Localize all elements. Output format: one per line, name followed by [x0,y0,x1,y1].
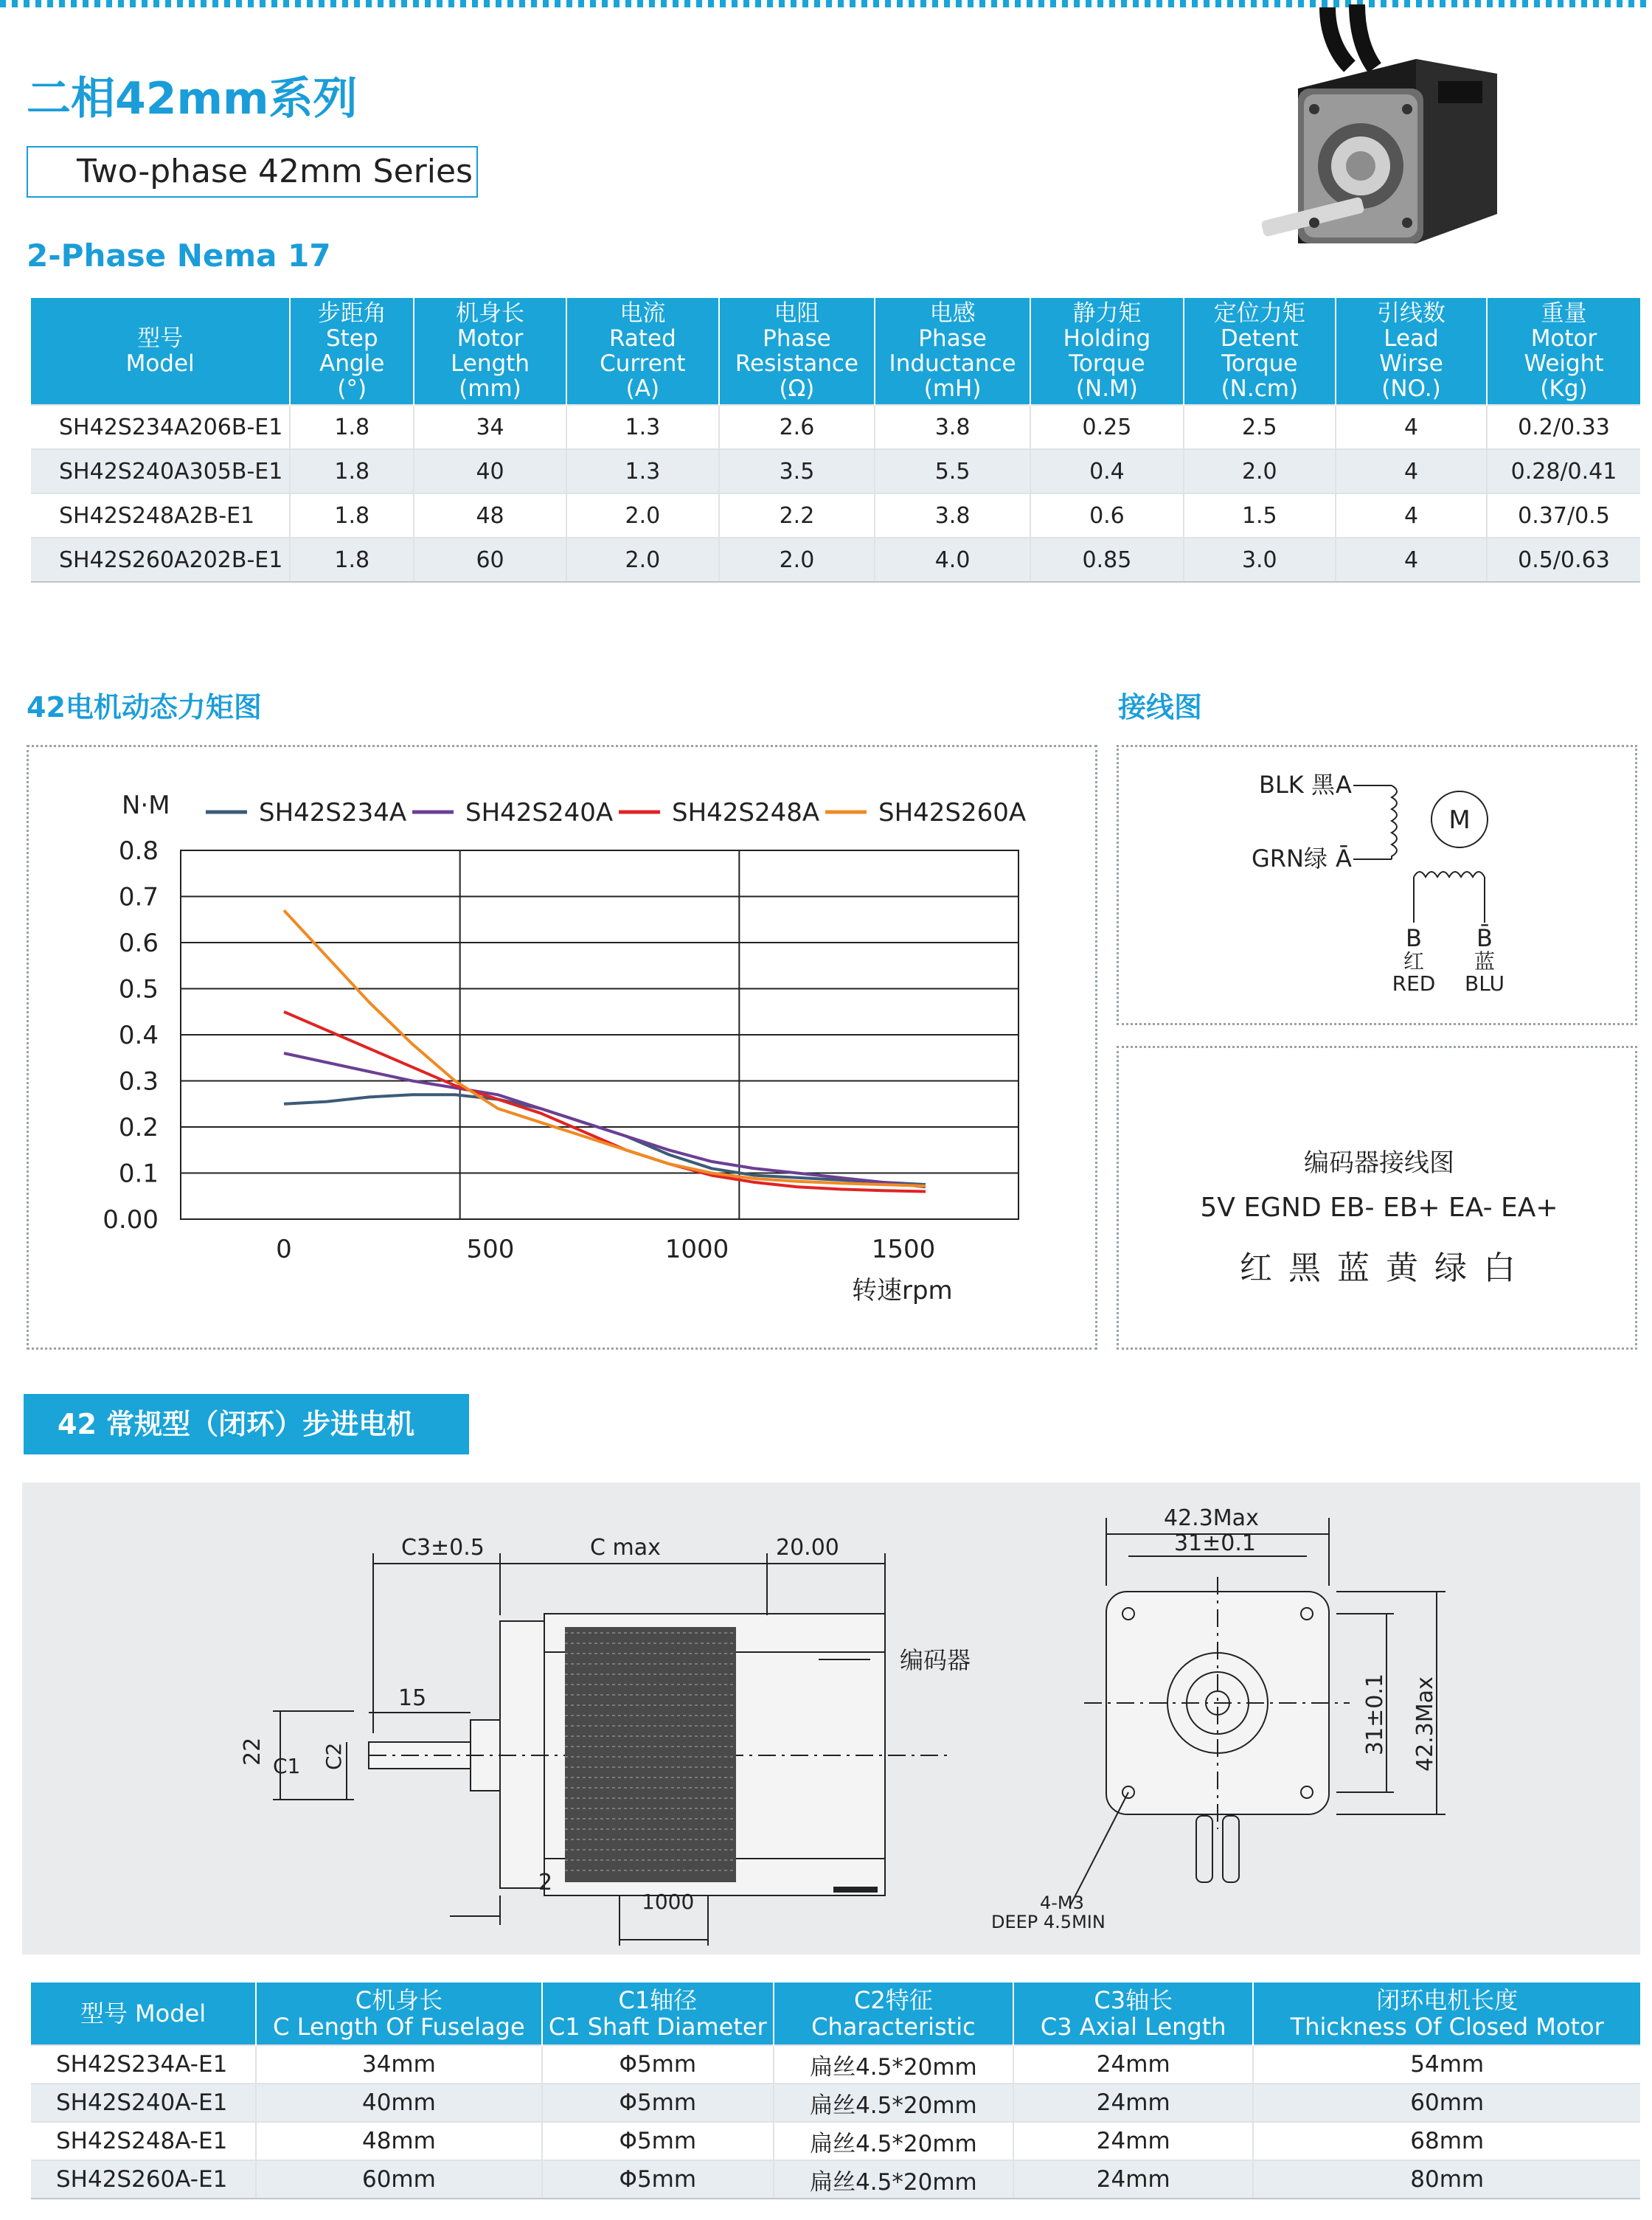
x-tick-label: 1500 [871,1235,936,1264]
series-line-SH42S240A [284,1053,926,1187]
column-header: C2特征 Characteristic [774,1983,1013,2045]
table-cell: 0.5/0.63 [1487,538,1640,582]
table-cell: 1.8 [290,538,414,582]
y-tick-label: 0.7 [118,882,159,912]
table-cell: 60 [414,538,566,582]
y-tick-label: 0.2 [118,1113,159,1142]
table-cell: 3.8 [875,493,1030,538]
table-cell: Φ5mm [542,2160,774,2199]
torque-chart-title: 42电机动态力矩图 [27,691,262,724]
table-cell: 4 [1336,493,1487,538]
table-cell: 0.25 [1030,405,1183,449]
table-cell: 24mm [1013,2160,1253,2199]
table-cell: 1.5 [1184,493,1336,538]
table-cell: 2.6 [719,405,875,449]
table-cell: 0.4 [1030,449,1183,493]
table-cell: 34 [414,405,566,449]
table-cell: 4 [1336,538,1487,582]
torque-chart [29,747,1095,1347]
table-row [31,493,1640,538]
table-cell: 24mm [1013,2084,1253,2122]
table-cell: 0.85 [1030,538,1183,582]
encoder-wiring-panel [1117,1046,1637,1350]
cell-model: SH42S248A2B-E1 [31,493,290,538]
table-row [31,538,1640,582]
legend-label: SH42S248A [672,798,820,828]
page-title: 二相42mm系列 [27,73,358,125]
table-cell: 54mm [1253,2045,1640,2084]
wiring-diagram [1119,747,1635,1023]
x-tick-label: 500 [466,1235,515,1264]
table-cell: 0.37/0.5 [1487,493,1640,538]
cell-model: SH42S240A-E1 [31,2084,256,2122]
cell-model: SH42S234A-E1 [31,2045,256,2084]
dim-c3-label: C3±0.5 [401,1535,485,1561]
table-cell: 扁丝4.5*20mm [774,2160,1013,2199]
column-header: 重量 Motor Weight (Kg) [1487,298,1640,405]
table-row [31,2045,1640,2084]
column-header: 步距角 Step Angle (°) [290,298,414,405]
table-cell: 24mm [1013,2122,1253,2160]
y-tick-label: 0.8 [118,836,159,866]
table-cell: 3.8 [875,405,1030,449]
column-header: 型号 Model [31,298,290,405]
table-cell: 68mm [1253,2122,1640,2160]
dim-c2-label: C2 [322,1742,346,1770]
legend-label: SH42S260A [878,798,1027,828]
dimension-drawing-svg [22,1482,1640,1954]
torque-chart-panel [27,745,1097,1350]
dim-20-label: 20.00 [776,1535,839,1561]
column-header: 电阻 Phase Resistance (Ω) [719,298,875,405]
table-row [31,2160,1640,2199]
table-cell: 2.0 [719,538,875,582]
y-tick-label: 0.3 [118,1066,159,1097]
table-cell: 5.5 [875,449,1030,493]
table-cell: 48 [414,493,566,538]
motor-winding-pattern [565,1627,736,1882]
subtitle-box: Two-phase 42mm Series [27,146,478,198]
dim-42-3-vertical-label: 42.3Max [1412,1676,1438,1772]
table-cell: 60mm [256,2160,542,2199]
column-header: C机身长 C Length Of Fuselage [256,1983,542,2045]
encoder-wiring-title: 编码器接线图 [1304,1148,1454,1178]
table-cell: 80mm [1253,2160,1640,2199]
coil-a-icon [1392,785,1397,859]
wire-grn-label: GRN绿 [1252,844,1328,873]
column-header: 电流 Rated Current (A) [566,298,719,405]
column-header: 定位力矩 Detent Torque (N.cm) [1184,298,1336,405]
table-cell: 2.0 [566,493,719,538]
cell-model: SH42S248A-E1 [31,2122,256,2160]
x-tick-label: 1000 [664,1235,729,1264]
table-cell: 扁丝4.5*20mm [774,2045,1013,2084]
table-cell: Φ5mm [542,2122,774,2160]
table-cell: 1.8 [290,449,414,493]
table-cell: 4 [1336,449,1487,493]
series-line-SH42S248A [284,1012,926,1192]
column-header: 电感 Phase Inductance (mH) [875,298,1030,405]
dim-2-label: 2 [538,1870,553,1895]
legend-label: SH42S240A [465,798,614,828]
x-tick-label: 0 [276,1235,292,1264]
table-row [31,405,1640,449]
column-header: 静力矩 Holding Torque (N.M) [1030,298,1183,405]
spec-table [31,298,1640,583]
spec-table-header [31,298,1640,405]
wire-blk-label: BLK 黑 [1259,771,1335,799]
closed-loop-title-bar: 42 常规型（闭环）步进电机 [24,1394,469,1454]
table-cell: 扁丝4.5*20mm [774,2084,1013,2122]
table-cell: 3.0 [1184,538,1336,582]
wire-b-blu-en: BLU [1465,971,1504,996]
table-cell: 2.5 [1184,405,1336,449]
cell-model: SH42S260A202B-E1 [31,538,290,582]
motor-product-image [1217,0,1512,280]
dim-cmax-label: C max [590,1535,661,1561]
table-cell: 1.8 [290,493,414,538]
column-header: 型号 Model [31,1983,256,2045]
column-header: C3轴长 C3 Axial Length [1013,1983,1253,2045]
table-cell: 0.6 [1030,493,1183,538]
table-cell: Φ5mm [542,2045,774,2084]
series-line-SH42S260A [284,910,926,1186]
dim-c1-label: C1 [273,1754,301,1778]
y-tick-label: 0.00 [103,1205,159,1235]
wire-b-blu-cn: 蓝 [1474,949,1496,974]
dimension-table [31,1983,1640,2199]
table-cell: 3.5 [719,449,875,493]
table-cell: 1.8 [290,405,414,449]
wiring-diagram-panel [1117,745,1637,1025]
table-cell: 4.0 [875,538,1030,582]
legend-label: SH42S234A [259,798,407,828]
wire-b-red-cn: 红 [1403,949,1425,974]
table-cell: 2.2 [719,493,875,538]
encoder-signal-names: 5V EGND EB- EB+ EA- EA+ [1200,1193,1558,1223]
dim-15-label: 15 [398,1685,427,1711]
table-cell: 4 [1336,405,1487,449]
table-cell: 40 [414,449,566,493]
table-row [31,2084,1640,2122]
motor-symbol-label: M [1448,805,1471,835]
dim-22-label: 22 [240,1737,266,1766]
table-cell: 0.28/0.41 [1487,449,1640,493]
dimension-drawing [22,1482,1640,1954]
wire-b-red-en: RED [1392,971,1436,996]
table-cell: 60mm [1253,2084,1640,2122]
encoder-wire-colors: 红 黑 蓝 黄 绿 白 [1240,1249,1519,1287]
y-tick-label: 0.6 [118,929,159,958]
y-tick-label: 0.5 [118,974,159,1005]
x-axis-label: 转速rpm [852,1276,953,1305]
table-cell: 2.0 [1184,449,1336,493]
table-cell: 2.0 [566,538,719,582]
table-cell: 扁丝4.5*20mm [774,2122,1013,2160]
wire-a-label: A [1336,771,1352,799]
table-cell: 48mm [256,2122,542,2160]
wire-a-bar-label: Ā [1336,844,1352,873]
table-cell: 40mm [256,2084,542,2122]
column-header: 机身长 Motor Length (mm) [414,298,566,405]
dim-31-vertical-label: 31±0.1 [1362,1673,1388,1755]
series-heading: 2-Phase Nema 17 [27,237,331,274]
coil-b-icon [1414,872,1485,877]
y-axis-label: N·M [122,791,170,820]
cell-model: SH42S240A305B-E1 [31,449,290,493]
wiring-title: 接线图 [1118,691,1203,724]
wire-b-label: B [1406,924,1422,952]
hole-spec-label: 4-M3 [1040,1893,1084,1913]
y-tick-label: 0.4 [118,1021,159,1050]
table-cell: 1.3 [566,449,719,493]
column-header: 闭环电机长度 Thickness Of Closed Motor [1253,1983,1640,2045]
y-tick-label: 0.1 [118,1159,159,1189]
cell-model: SH42S234A206B-E1 [31,405,290,449]
table-row [31,2122,1640,2160]
table-row [31,449,1640,493]
cell-model: SH42S260A-E1 [31,2160,256,2199]
wire-b-bar-label: B̄ [1476,924,1493,952]
table-cell: 1.3 [566,405,719,449]
table-cell: 0.2/0.33 [1487,405,1640,449]
hole-depth-label: DEEP 4.5MIN [991,1912,1106,1932]
encoder-label: 编码器 [900,1646,971,1674]
table-cell: Φ5mm [542,2084,774,2122]
dim-1000-label: 1000 [642,1890,695,1914]
column-header: C1轴径 C1 Shaft Diameter [542,1983,774,2045]
column-header: 引线数 Lead Wirse (NO.) [1336,298,1487,405]
table-cell: 34mm [256,2045,542,2084]
table-cell: 24mm [1013,2045,1253,2084]
dimension-table-header [31,1983,1640,2045]
dim-31-label: 31±0.1 [1174,1530,1257,1556]
dim-42-3-label: 42.3Max [1164,1505,1259,1531]
